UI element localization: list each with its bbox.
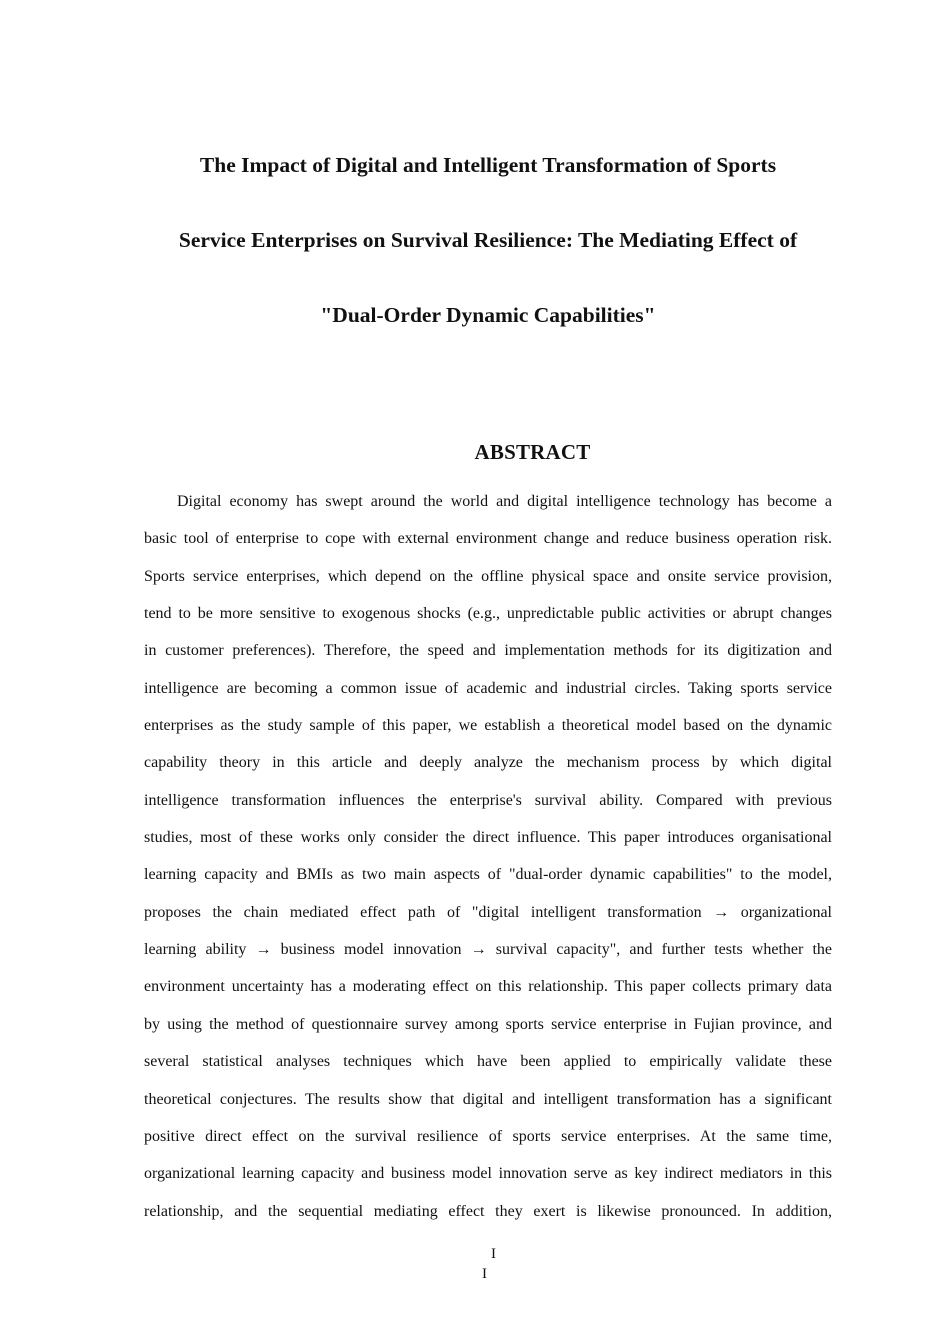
abstract-line: Digital economy has swept around the world and digital intelligence technology has become a [177, 493, 832, 510]
abstract-heading [144, 436, 877, 468]
abstract-line: enterprises as the study sample of this paper, we establish a theoretical model based on the dynamic [144, 717, 832, 735]
abstract-line: intelligence are becoming a common issue of academic and industrial circles. Taking sports service [144, 679, 832, 697]
abstract-line: positive direct effect on the survival resilience of sports service enterprises. At the same time, [144, 1127, 832, 1145]
abstract-line: organizational learning capacity and business model innovation serve as key indirect mediators in this [144, 1165, 832, 1183]
paper-title [100, 146, 876, 371]
abstract-line: tend to be more sensitive to exogenous shocks (e.g., unpredictable public activities or abrupt changes [144, 605, 832, 623]
abstract-line: capability theory in this article and deeply analyze the mechanism process by which digital [144, 754, 832, 772]
page-number-lower: I [482, 1266, 487, 1282]
page-number-upper: I [491, 1246, 496, 1262]
abstract-line: intelligence transformation influences the enterprise's survival ability. Compared with previous [144, 791, 832, 809]
abstract-line: learning capacity and BMIs as two main aspects of "dual-order dynamic capabilities" to the model, [144, 866, 832, 884]
abstract-line: relationship, and the sequential mediating effect they exert is likewise pronounced. In addition, [144, 1202, 832, 1220]
abstract-line: basic tool of enterprise to cope with external environment change and reduce business operation risk. [144, 530, 832, 548]
abstract-line: Sports service enterprises, which depend on the offline physical space and onsite service provision, [144, 567, 832, 585]
abstract-line: theoretical conjectures. The results show that digital and intelligent transformation has a significant [144, 1090, 832, 1108]
abstract-line: environment uncertainty has a moderating effect on this relationship. This paper collects primary data [144, 978, 832, 996]
abstract-heading-text: ABSTRACT [474, 440, 591, 464]
abstract-body [144, 483, 832, 1230]
abstract-line: learning ability → business model innovation → survival capacity", and further tests whether the [144, 941, 832, 959]
abstract-line: in customer preferences). Therefore, the speed and implementation methods for its digitization and [144, 642, 832, 660]
abstract-line: proposes the chain mediated effect path of "digital intelligent transformation → organizational [144, 903, 832, 921]
abstract-line: several statistical analyses techniques which have been applied to empirically validate these [144, 1053, 832, 1071]
title-line-1: The Impact of Digital and Intelligent Transformation of Sports [199, 153, 777, 177]
abstract-line: studies, most of these works only consider the direct influence. This paper introduces organisational [144, 829, 832, 847]
title-line-3: "Dual-Order Dynamic Capabilities" [320, 303, 656, 327]
title-line-2: Service Enterprises on Survival Resilience: The Mediating Effect of [178, 228, 798, 252]
abstract-line: by using the method of questionnaire survey among sports service enterprise in Fujian province, and [144, 1015, 832, 1033]
